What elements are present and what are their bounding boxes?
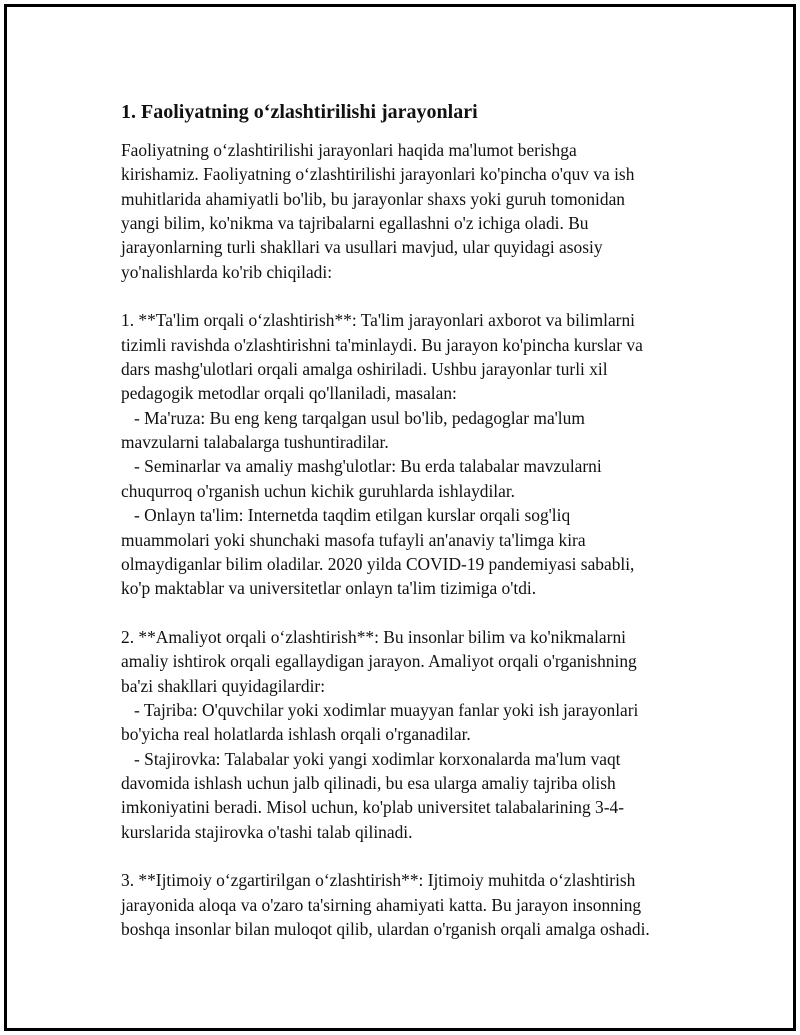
text-line: tizimli ravishda o'zlashtirishni ta'minlaydi. Bu jarayon ko'pincha kurslar va xyxy=(121,334,643,355)
text-line: - Ma'ruza: Bu eng keng tarqalgan usul bo'lib, pedagoglar ma'lum xyxy=(121,407,585,428)
text-line: muammolari yoki shunchaki masofa tufayli an'anaviy ta'limga kira xyxy=(121,529,586,550)
text-line: boshqa insonlar bilan muloqot qilib, ulardan o'rganish orqali amalga oshadi. xyxy=(121,919,650,939)
text-line: bo'yicha real holatlarda ishlash orqali o'rganadilar. xyxy=(121,724,471,745)
text-line: olmaydiganlar bilim oladilar. 2020 yilda COVID-19 pandemiyasi sababli, xyxy=(121,553,635,574)
text-line: 2. **Amaliyot orqali o‘zlashtirish**: Bu insonlar bilim va ko'nikmalarni xyxy=(121,626,626,647)
text-line: jarayonlarning turli shakllari va usullari mavjud, ular quyidagi asosiy xyxy=(121,237,603,258)
text-line: 1. **Ta'lim orqali o‘zlashtirish**: Ta'lim jarayonlari axborot va bilimlarni xyxy=(121,310,635,331)
text-line: yangi bilim, ko'nikma va tajribalarni egallashni o'z ichiga oladi. Bu xyxy=(121,213,589,234)
text-line: chuqurroq o'rganish uchun kichik guruhlarda ishlaydilar. xyxy=(121,480,516,501)
document-content xyxy=(121,99,701,941)
text-line: muhitlarida ahamiyatli bo'lib, bu jarayonlar shaxs yoki guruh tomonidan xyxy=(121,188,625,209)
text-line: kurslarida stajirovka o'tashi talab qilinadi. xyxy=(121,821,413,842)
text-line: amaliy ishtirok orqali egallaydigan jarayon. Amaliyot orqali o'rganishning xyxy=(121,651,637,672)
text-line: - Stajirovka: Talabalar yoki yangi xodimlar korxonalarda ma'lum vaqt xyxy=(121,748,621,769)
paragraph-gap xyxy=(121,284,701,308)
page-frame xyxy=(4,4,796,1031)
text-line: - Tajriba: O'quvchilar yoki xodimlar muayyan fanlar yoki ish jarayonlari xyxy=(121,699,639,720)
text-line: mavzularni talabalarga tushuntiradilar. xyxy=(121,432,389,453)
text-line: - Seminarlar va amaliy mashg'ulotlar: Bu erda talabalar mavzularni xyxy=(121,456,602,477)
document-body xyxy=(121,138,701,941)
text-line: kirishamiz. Faoliyatning o‘zlashtirilishi jarayonlari ko'pincha o'quv va ish xyxy=(121,164,635,185)
text-line: imkoniyatini beradi. Misol uchun, ko'plab universitet talabalarining 3-4- xyxy=(121,797,625,818)
text-line: davomida ishlash uchun jalb qilinadi, bu esa ularga amaliy tajriba olish xyxy=(121,772,616,793)
text-line: Faoliyatning o‘zlashtirilishi jarayonlari haqida ma'lumot berishga xyxy=(121,140,577,160)
paragraph-gap xyxy=(121,844,701,868)
text-line: ba'zi shakllari quyidagilardir: xyxy=(121,675,326,696)
text-line: 3. **Ijtimoiy o‘zgartirilgan o‘zlashtirish**: Ijtimoiy muhitda o‘zlashtirish xyxy=(121,870,636,891)
paragraph-gap xyxy=(121,601,701,625)
text-line: pedagogik metodlar orqali qo'llaniladi, masalan: xyxy=(121,383,457,404)
text-line: yo'nalishlarda ko'rib chiqiladi: xyxy=(121,261,333,282)
document-title: 1. Faoliyatning o‘zlashtirilishi jarayonlari xyxy=(121,101,478,123)
text-line: jarayonida aloqa va o'zaro ta'sirning ahamiyati katta. Bu jarayon insonning xyxy=(121,894,642,915)
text-line: ko'p maktablar va universitetlar onlayn ta'lim tizimiga o'tdi. xyxy=(121,578,537,599)
text-line: - Onlayn ta'lim: Internetda taqdim etilgan kurslar orqali sog'liq xyxy=(121,505,571,526)
text-line: dars mashg'ulotlari orqali amalga oshiriladi. Ushbu jarayonlar turli xil xyxy=(121,359,608,380)
